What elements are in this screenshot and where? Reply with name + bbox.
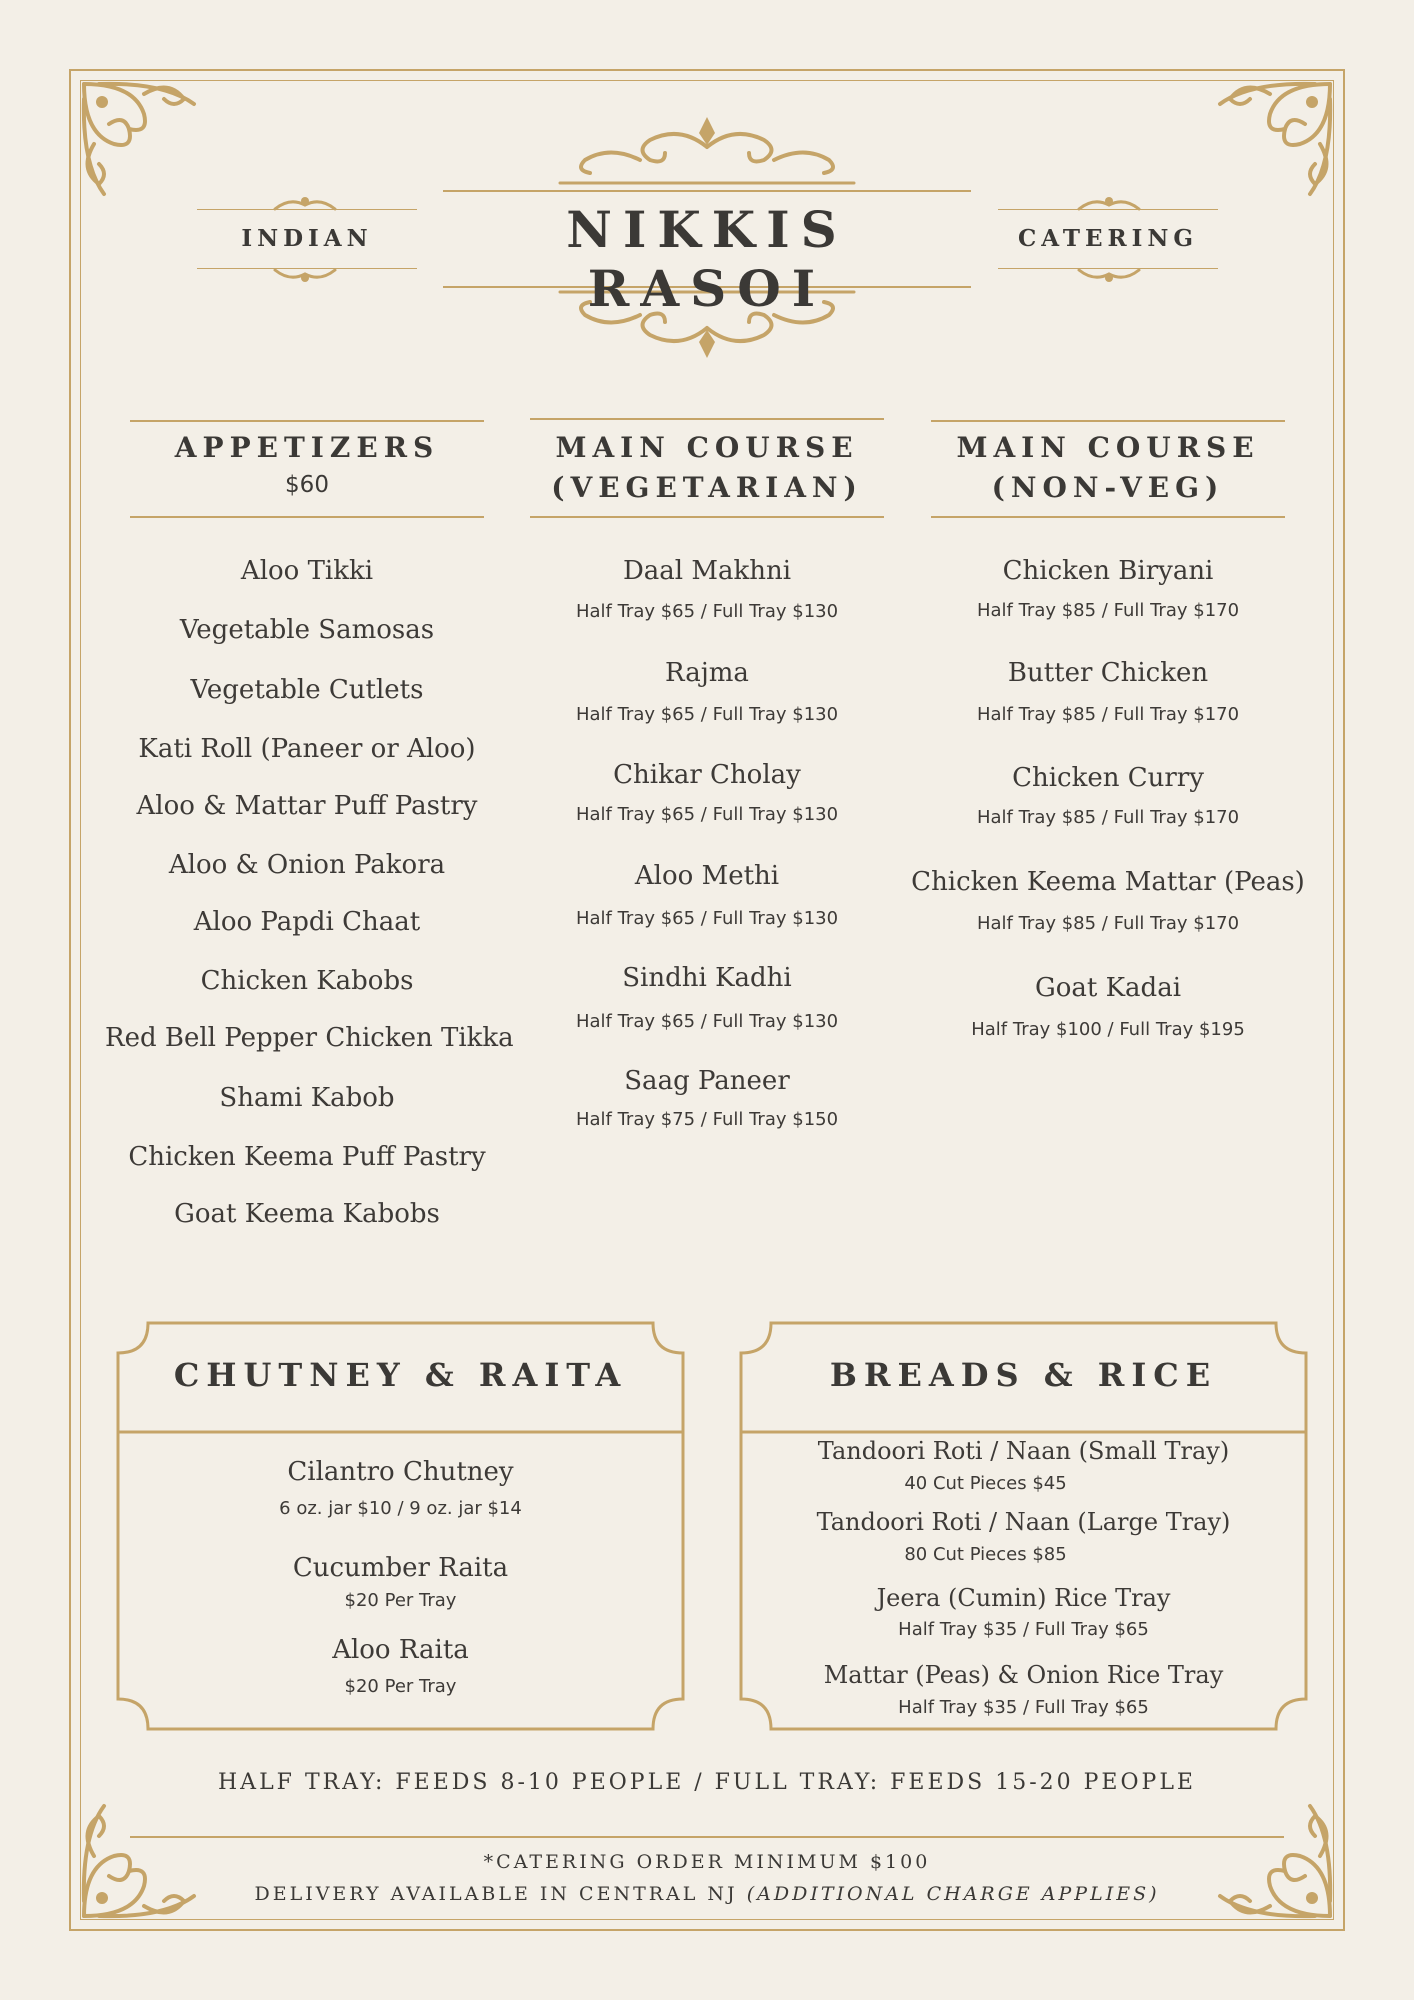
breads-title: BREADS & RICE	[829, 1356, 1218, 1394]
appetizer-item: Shami Kabob	[219, 1083, 395, 1113]
chutney-item-price: $20 Per Tray	[344, 1590, 457, 1611]
nonveg-item-name: Chicken Curry	[1012, 763, 1204, 793]
appetizer-item: Red Bell Pepper Chicken Tikka	[105, 1023, 514, 1053]
nonveg-item-price: Half Tray $100 / Full Tray $195	[971, 1019, 1245, 1040]
left-label-flourish-bottom-icon	[270, 266, 340, 284]
appetizer-item: Goat Keema Kabobs	[174, 1199, 440, 1229]
veg-item-price: Half Tray $65 / Full Tray $130	[575, 1011, 839, 1032]
breads-item-price: 40 Cut Pieces $45	[904, 1473, 1067, 1494]
chutney-title: CHUTNEY & RAITA	[173, 1356, 628, 1394]
nonveg-item-price: Half Tray $85 / Full Tray $170	[976, 807, 1240, 828]
appetizer-item: Aloo Papdi Chaat	[193, 907, 421, 937]
veg-item-price: Half Tray $65 / Full Tray $130	[575, 704, 839, 725]
chutney-item-name: Aloo Raita	[332, 1635, 469, 1665]
appetizer-item: Kati Roll (Paneer or Aloo)	[138, 734, 476, 764]
brand-title: NIKKIS RASOI	[566, 200, 848, 318]
order-minimum-note: *CATERING ORDER MINIMUM $100	[483, 1851, 931, 1873]
veg-item-name: Aloo Methi	[634, 861, 780, 891]
nonveg-item-name: Chicken Keema Mattar (Peas)	[911, 867, 1305, 897]
breads-item-name: Jeera (Cumin) Rice Tray	[876, 1584, 1171, 1612]
veg-item-price: Half Tray $75 / Full Tray $150	[575, 1109, 839, 1130]
nonveg-item-name: Chicken Biryani	[1002, 556, 1214, 586]
appetizer-item: Aloo & Mattar Puff Pastry	[136, 791, 478, 821]
appetizer-item: Chicken Kabobs	[200, 966, 414, 996]
footer-rule	[130, 1836, 1284, 1838]
veg-rule-top	[530, 418, 884, 420]
chutney-item-name: Cilantro Chutney	[287, 1457, 514, 1487]
right-label-rule-top	[998, 209, 1218, 210]
chutney-item-name: Cucumber Raita	[292, 1553, 509, 1583]
veg-item-price: Half Tray $65 / Full Tray $130	[575, 804, 839, 825]
breads-item-price: 80 Cut Pieces $85	[904, 1544, 1067, 1565]
delivery-charge-note: (ADDITIONAL CHARGE APPLIES)	[746, 1883, 1160, 1905]
delivery-note	[0, 1883, 1414, 1905]
appetizer-item: Aloo & Onion Pakora	[168, 850, 446, 880]
veg-item-price: Half Tray $65 / Full Tray $130	[575, 601, 839, 622]
nonveg-title-line2: (NON-VEG)	[991, 471, 1225, 504]
title-flourish-top-icon	[540, 115, 874, 190]
veg-title-line1: MAIN COURSE	[555, 431, 859, 464]
veg-item-price: Half Tray $65 / Full Tray $130	[575, 908, 839, 929]
veg-item-name: Chikar Cholay	[613, 760, 801, 790]
breads-item-name: Tandoori Roti / Naan (Small Tray)	[817, 1437, 1230, 1465]
breads-item-price: Half Tray $35 / Full Tray $65	[898, 1697, 1149, 1718]
corner-ornament-top-left-icon	[74, 74, 224, 224]
breads-item-price: Half Tray $35 / Full Tray $65	[898, 1619, 1149, 1640]
breads-item-name: Tandoori Roti / Naan (Large Tray)	[816, 1508, 1231, 1536]
nonveg-item-name: Goat Kadai	[1034, 973, 1182, 1003]
appetizers-rule-top	[130, 420, 484, 422]
delivery-text: DELIVERY AVAILABLE IN CENTRAL NJ	[254, 1883, 738, 1905]
nonveg-rule-bottom	[931, 516, 1285, 518]
left-label-rule-top	[197, 209, 417, 210]
nonveg-title-line1: MAIN COURSE	[956, 431, 1260, 464]
veg-item-name: Sindhi Kadhi	[622, 963, 792, 993]
veg-item-name: Rajma	[665, 658, 749, 688]
chutney-item-price: 6 oz. jar $10 / 9 oz. jar $14	[279, 1498, 522, 1519]
appetizers-price: $60	[285, 472, 329, 498]
nonveg-item-price: Half Tray $85 / Full Tray $170	[976, 913, 1240, 934]
right-label-flourish-top-icon	[1074, 195, 1144, 213]
chutney-item-price: $20 Per Tray	[344, 1676, 457, 1697]
nonveg-item-price: Half Tray $85 / Full Tray $170	[976, 600, 1240, 621]
nonveg-item-name: Butter Chicken	[1007, 658, 1209, 688]
appetizers-title: APPETIZERS	[174, 431, 440, 464]
veg-rule-bottom	[530, 516, 884, 518]
appetizer-item: Vegetable Cutlets	[190, 675, 424, 705]
appetizer-item: Chicken Keema Puff Pastry	[128, 1142, 486, 1172]
left-label: INDIAN	[241, 225, 373, 252]
nonveg-rule-top	[931, 420, 1285, 422]
nonveg-item-price: Half Tray $85 / Full Tray $170	[976, 704, 1240, 725]
veg-title-line2: (VEGETARIAN)	[551, 471, 863, 504]
veg-item-name: Daal Makhni	[622, 556, 792, 586]
corner-ornament-top-right-icon	[1190, 74, 1340, 224]
right-label-flourish-bottom-icon	[1074, 266, 1144, 284]
veg-item-name: Saag Paneer	[624, 1066, 790, 1096]
breads-item-name: Mattar (Peas) & Onion Rice Tray	[823, 1661, 1224, 1689]
appetizers-rule-bottom	[130, 516, 484, 518]
left-label-flourish-top-icon	[270, 195, 340, 213]
tray-feeds-note: HALF TRAY: FEEDS 8-10 PEOPLE / FULL TRAY: FEEDS 15-20 PEOPLE	[218, 1770, 1196, 1795]
title-rule-top	[443, 190, 971, 192]
appetizer-item: Vegetable Samosas	[179, 615, 435, 645]
appetizer-item: Aloo Tikki	[240, 556, 374, 586]
right-label: CATERING	[1017, 225, 1199, 252]
